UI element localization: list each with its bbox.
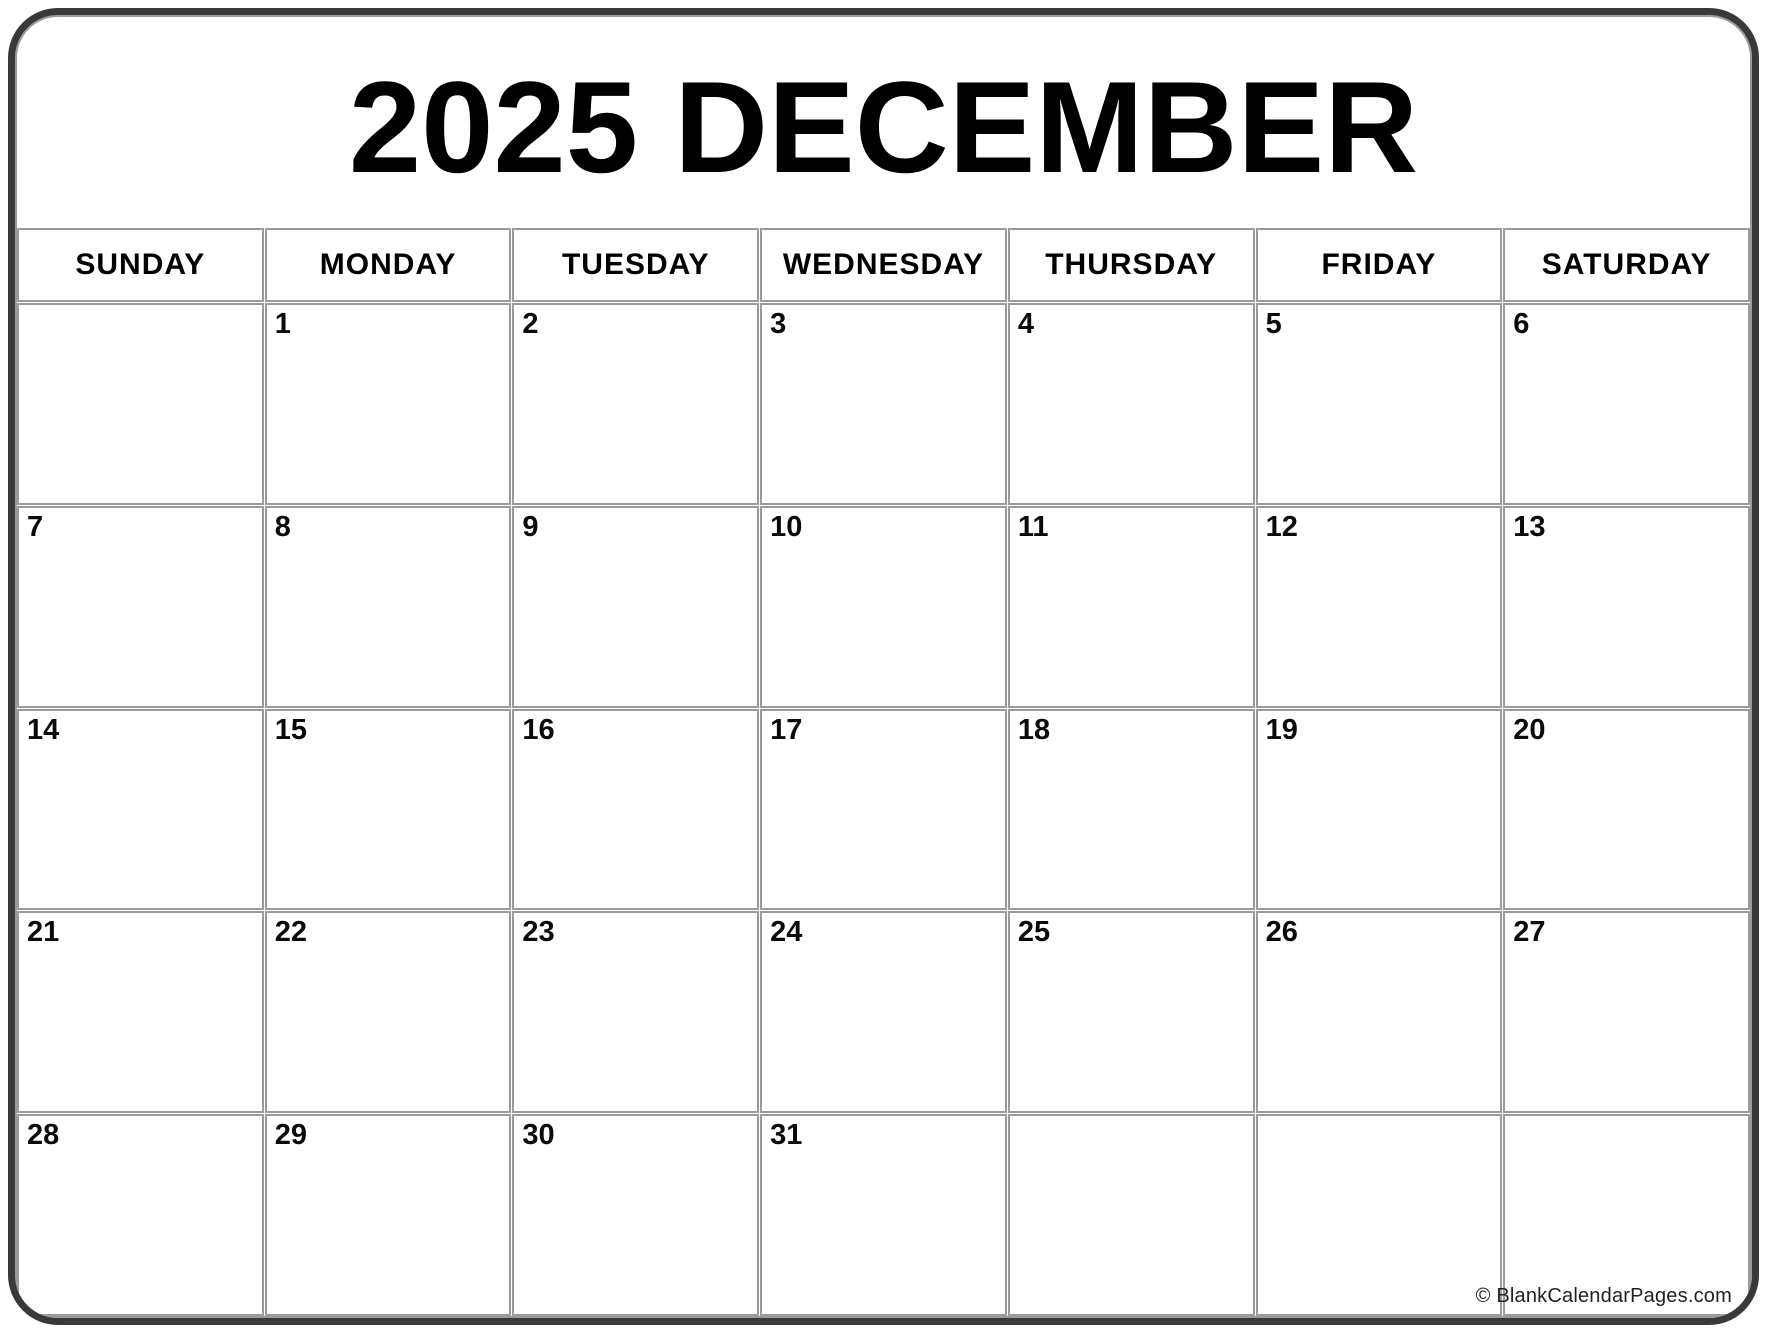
day-cell [1256, 506, 1503, 708]
day-number: 2 [522, 308, 539, 340]
day-cell [17, 911, 264, 1113]
day-number: 1 [274, 308, 291, 340]
day-number: 23 [522, 916, 555, 949]
day-cell [1008, 506, 1255, 708]
day-number: 13 [1513, 510, 1546, 543]
day-number: 8 [274, 510, 291, 543]
day-number: 31 [770, 1119, 803, 1152]
day-header-wednesday: WEDNESDAY [760, 228, 1007, 302]
day-cell [512, 911, 759, 1113]
day-cell [1256, 911, 1503, 1113]
day-number: 27 [1513, 916, 1546, 949]
copyright-credit: © BlankCalendarPages.com [1475, 1285, 1732, 1307]
day-number: 17 [770, 713, 803, 746]
day-number: 10 [770, 510, 803, 543]
day-number: 28 [27, 1119, 60, 1152]
day-header-saturday: SATURDAY [1503, 228, 1750, 302]
day-number: 12 [1265, 510, 1298, 543]
day-number: 16 [522, 713, 555, 746]
day-header-friday: FRIDAY [1256, 228, 1503, 302]
day-cell [760, 1114, 1007, 1316]
day-cell [1008, 709, 1255, 911]
day-cell [512, 1114, 759, 1316]
day-header-sunday: SUNDAY [17, 228, 264, 302]
day-cell [1503, 709, 1750, 911]
day-number: 19 [1265, 713, 1298, 746]
day-cell [17, 1114, 264, 1316]
day-header-tuesday: TUESDAY [512, 228, 759, 302]
day-cell [17, 709, 264, 911]
title-area [15, 15, 1752, 228]
day-number: 20 [1513, 713, 1546, 746]
day-number: 18 [1017, 713, 1051, 746]
day-number: 22 [274, 916, 307, 949]
day-number: 5 [1265, 308, 1282, 340]
day-cell [1503, 506, 1750, 708]
day-cell [17, 303, 264, 505]
day-cell [265, 303, 512, 505]
day-cell [1503, 303, 1750, 505]
day-cell [265, 506, 512, 708]
day-number: 24 [770, 916, 803, 949]
day-number: 11 [1017, 510, 1049, 543]
day-cell [1256, 303, 1503, 505]
day-number: 4 [1017, 308, 1034, 340]
day-number: 29 [274, 1119, 307, 1152]
day-number: 15 [274, 713, 307, 746]
day-number: 21 [27, 916, 60, 949]
day-number: 6 [1513, 308, 1530, 340]
day-cell [760, 506, 1007, 708]
day-cell-credit [1475, 1114, 1750, 1316]
day-number: 9 [522, 510, 539, 543]
day-number: 14 [27, 713, 60, 746]
day-cell [1008, 303, 1255, 505]
calendar-page [8, 8, 1759, 1325]
day-cell [1008, 911, 1255, 1113]
day-cell [265, 1114, 512, 1316]
day-number: 3 [770, 308, 787, 340]
day-cell [512, 303, 759, 505]
day-cell [265, 709, 512, 911]
calendar-title: 2025 DECEMBER [348, 53, 1419, 200]
day-cell [1256, 709, 1503, 911]
day-cell [265, 911, 512, 1113]
day-cell [512, 709, 759, 911]
day-number: 7 [27, 510, 44, 543]
day-number: 25 [1017, 916, 1051, 949]
day-cell [1256, 1114, 1503, 1316]
day-cell [760, 709, 1007, 911]
day-number: 30 [522, 1119, 555, 1152]
day-cell [1503, 911, 1750, 1113]
day-header-thursday: THURSDAY [1008, 228, 1255, 302]
day-number: 26 [1265, 916, 1298, 949]
day-cell [512, 506, 759, 708]
calendar-grid [17, 228, 1750, 1316]
day-cell [1008, 1114, 1255, 1316]
day-cell [17, 506, 264, 708]
day-cell [760, 303, 1007, 505]
day-header-monday: MONDAY [265, 228, 512, 302]
day-cell [760, 911, 1007, 1113]
